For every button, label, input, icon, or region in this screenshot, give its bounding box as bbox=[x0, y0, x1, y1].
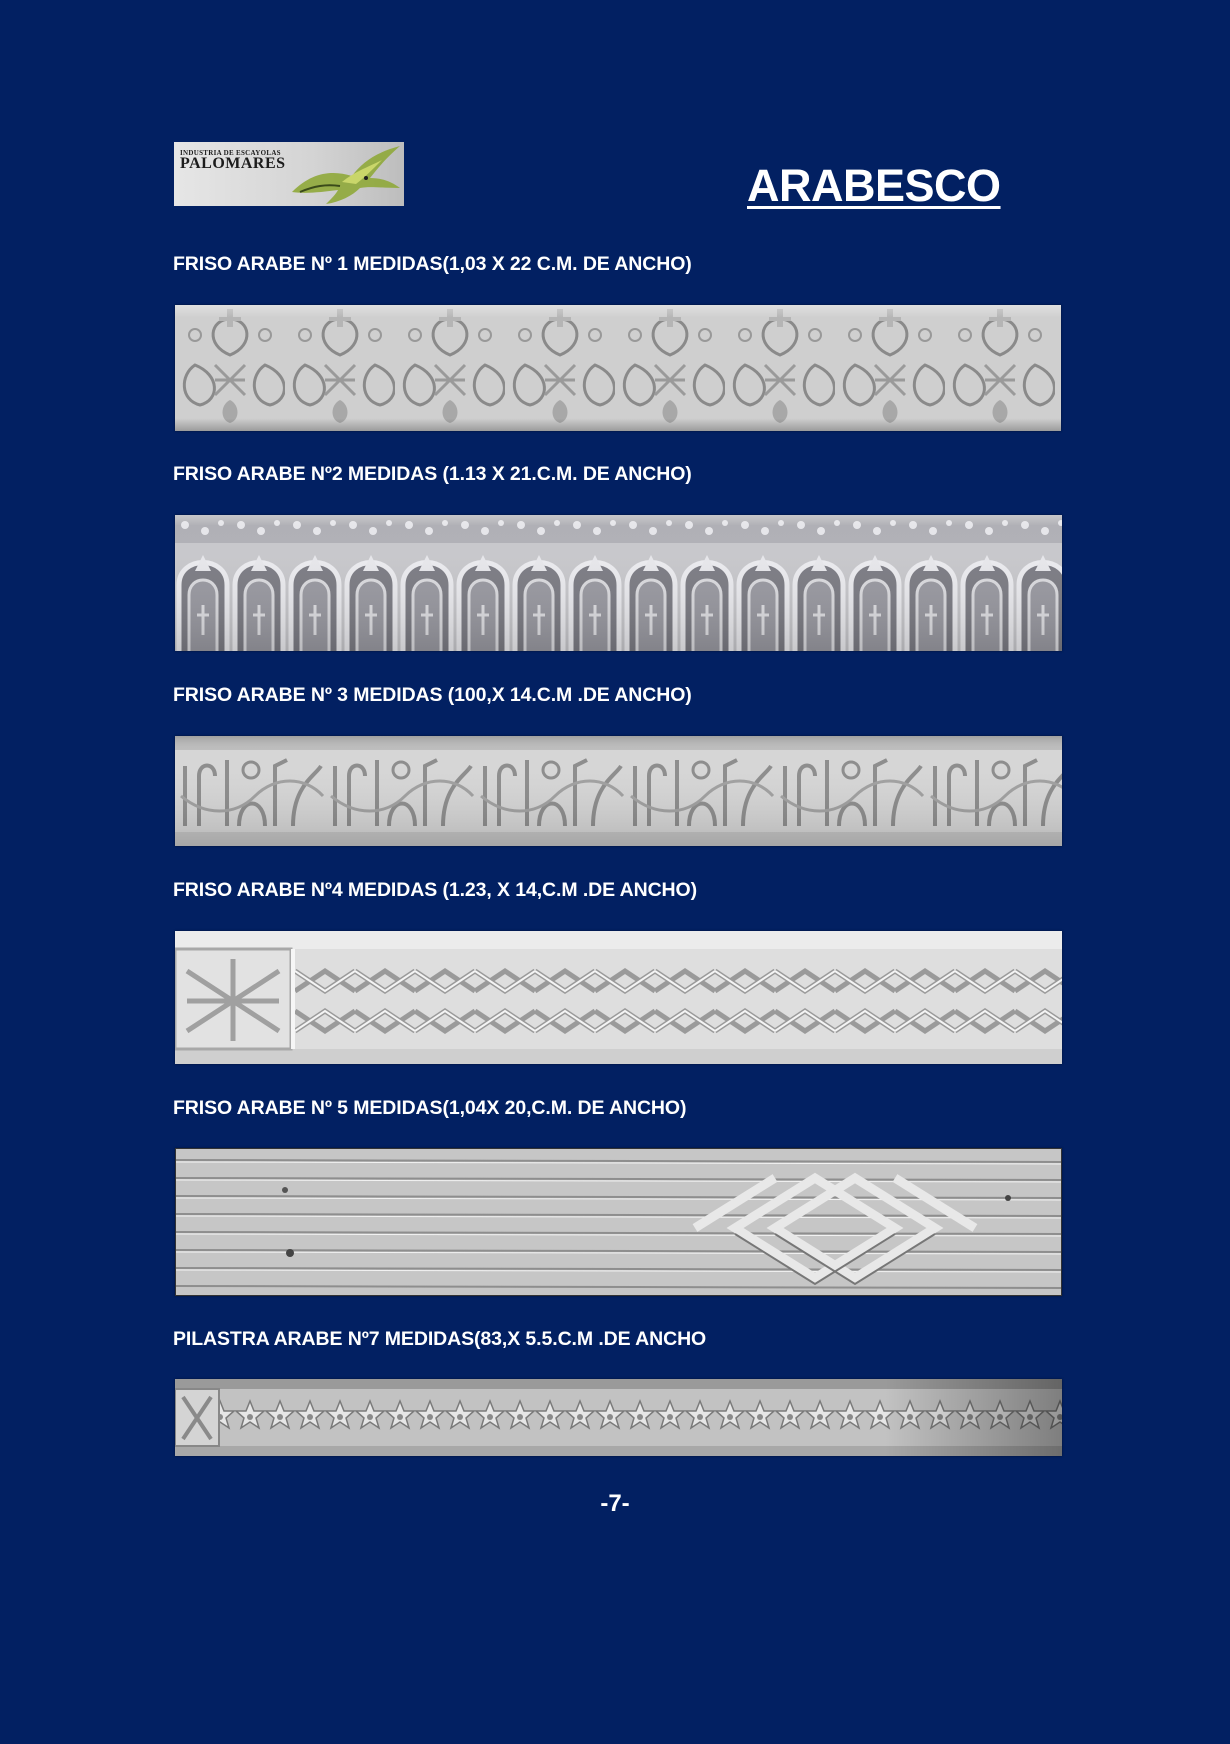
page-title: ARABESCO bbox=[747, 160, 1001, 211]
frieze-image-6 bbox=[175, 1379, 1062, 1456]
item-caption-5: FRISO ARABE Nº 5 MEDIDAS(1,04X 20,C.M. DE ANCHO) bbox=[173, 1097, 687, 1119]
item-caption-3: FRISO ARABE Nº 3 MEDIDAS (100,X 14.C.M .DE ANCHO) bbox=[173, 684, 692, 706]
company-logo bbox=[174, 142, 404, 206]
frieze-image-3 bbox=[175, 736, 1062, 846]
page-number: -7- bbox=[600, 1490, 630, 1517]
item-caption-6: PILASTRA ARABE Nº7 MEDIDAS(83,X 5.5.C.M .DE ANCHO bbox=[173, 1328, 707, 1350]
logo-tagline: INDUSTRIA DE ESCAYOLAS bbox=[180, 149, 281, 157]
logo-name: PALOMARES bbox=[180, 155, 286, 172]
frieze-image-1 bbox=[175, 305, 1061, 431]
frieze-image-5 bbox=[175, 1148, 1062, 1296]
item-caption-4: FRISO ARABE Nº4 MEDIDAS (1.23, X 14,C.M .DE ANCHO) bbox=[173, 879, 698, 901]
frieze-image-4 bbox=[175, 931, 1062, 1064]
frieze-image-2 bbox=[175, 515, 1062, 651]
item-caption-2: FRISO ARABE Nº2 MEDIDAS (1.13 X 21.C.M. DE ANCHO) bbox=[173, 463, 692, 485]
dove-icon bbox=[282, 142, 404, 206]
item-caption-1: FRISO ARABE Nº 1 MEDIDAS(1,03 X 22 C.M. DE ANCHO) bbox=[173, 253, 692, 275]
